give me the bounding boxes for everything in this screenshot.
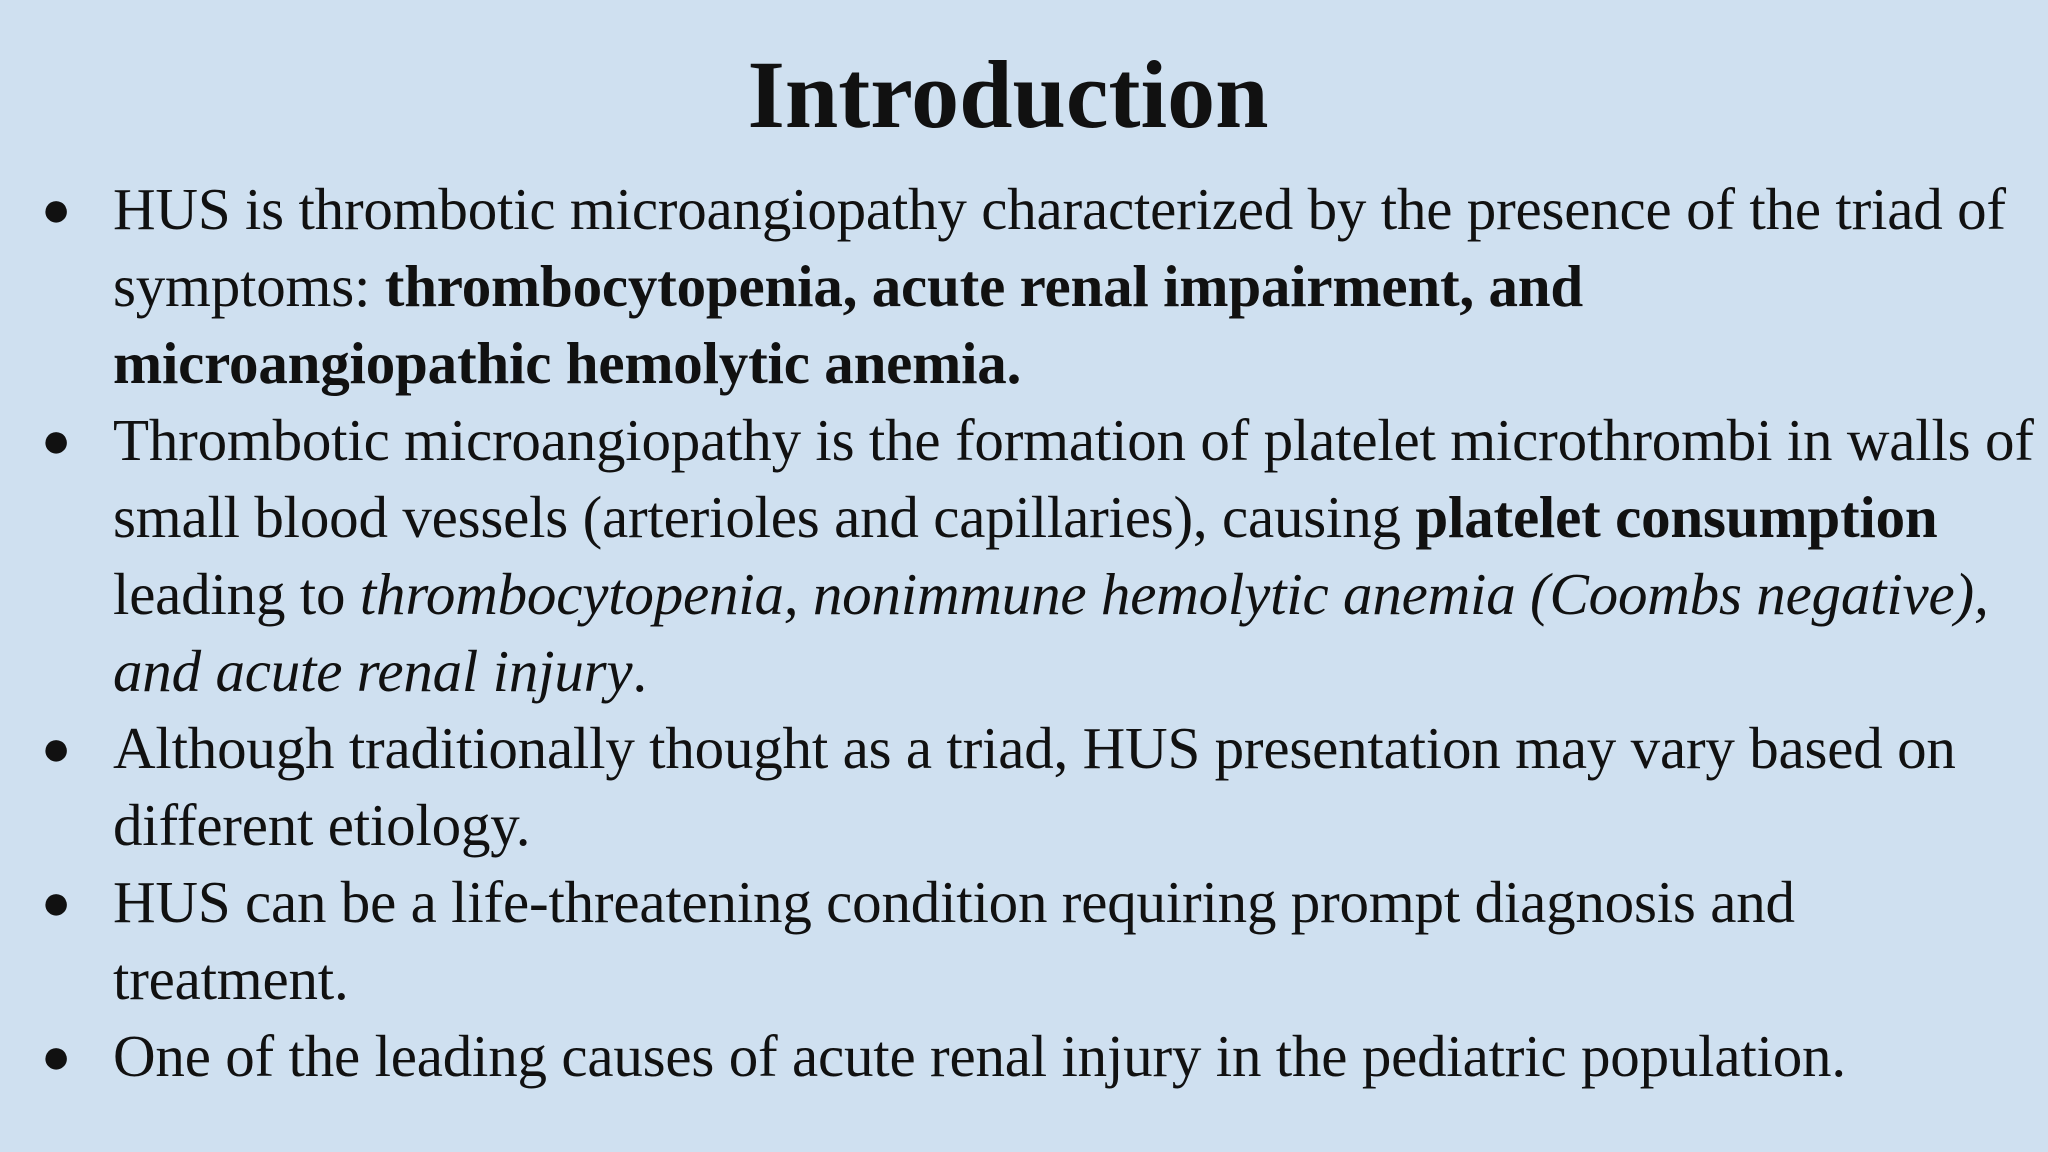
- bullet-italic-text: thrombocytopenia, nonimmune hemolytic anemia (Coombs negative), and acute renal injury: [113, 561, 1989, 704]
- bullet-item-leading-cause: [34, 1018, 2034, 1095]
- bullet-text: Thrombotic microangiopathy is the formation of platelet microthrombi in walls of small blood vessels (arterioles and capillaries), causing: [113, 407, 2034, 550]
- slide-title: Introduction: [747, 41, 1269, 148]
- bullet-item-life-threatening: [34, 864, 2034, 1018]
- bullet-dot-icon: ●: [41, 181, 72, 237]
- bullet-dot-icon: ●: [41, 1028, 72, 1084]
- bullet-item-hus-definition: [34, 171, 2034, 402]
- bullet-dot-icon: ●: [41, 720, 72, 776]
- bullet-bold-text: thrombocytopenia, acute renal impairment, and microangiopathic hemolytic anemia.: [113, 253, 1584, 396]
- bullet-bold-text: platelet consumption: [1415, 484, 1938, 550]
- bullet-text: One of the leading causes of acute renal injury in the pediatric population.: [113, 1023, 1846, 1089]
- bullet-dot-icon: ●: [41, 874, 72, 930]
- bullet-item-tma-definition: [34, 402, 2034, 710]
- bullet-text: HUS can be a life-threatening condition requiring prompt diagnosis and treatment.: [113, 869, 1795, 1012]
- bullet-text: .: [632, 638, 647, 704]
- bullet-item-presentation: [34, 710, 2034, 864]
- bullet-list: [34, 171, 2034, 1095]
- bullet-text: HUS is thrombotic microangiopathy characterized by the presence of the triad of symptoms:: [113, 176, 2006, 319]
- bullet-text: leading to: [113, 561, 360, 627]
- bullet-dot-icon: ●: [41, 412, 72, 468]
- bullet-text: Although traditionally thought as a triad, HUS presentation may vary based on different etiology.: [113, 715, 1956, 858]
